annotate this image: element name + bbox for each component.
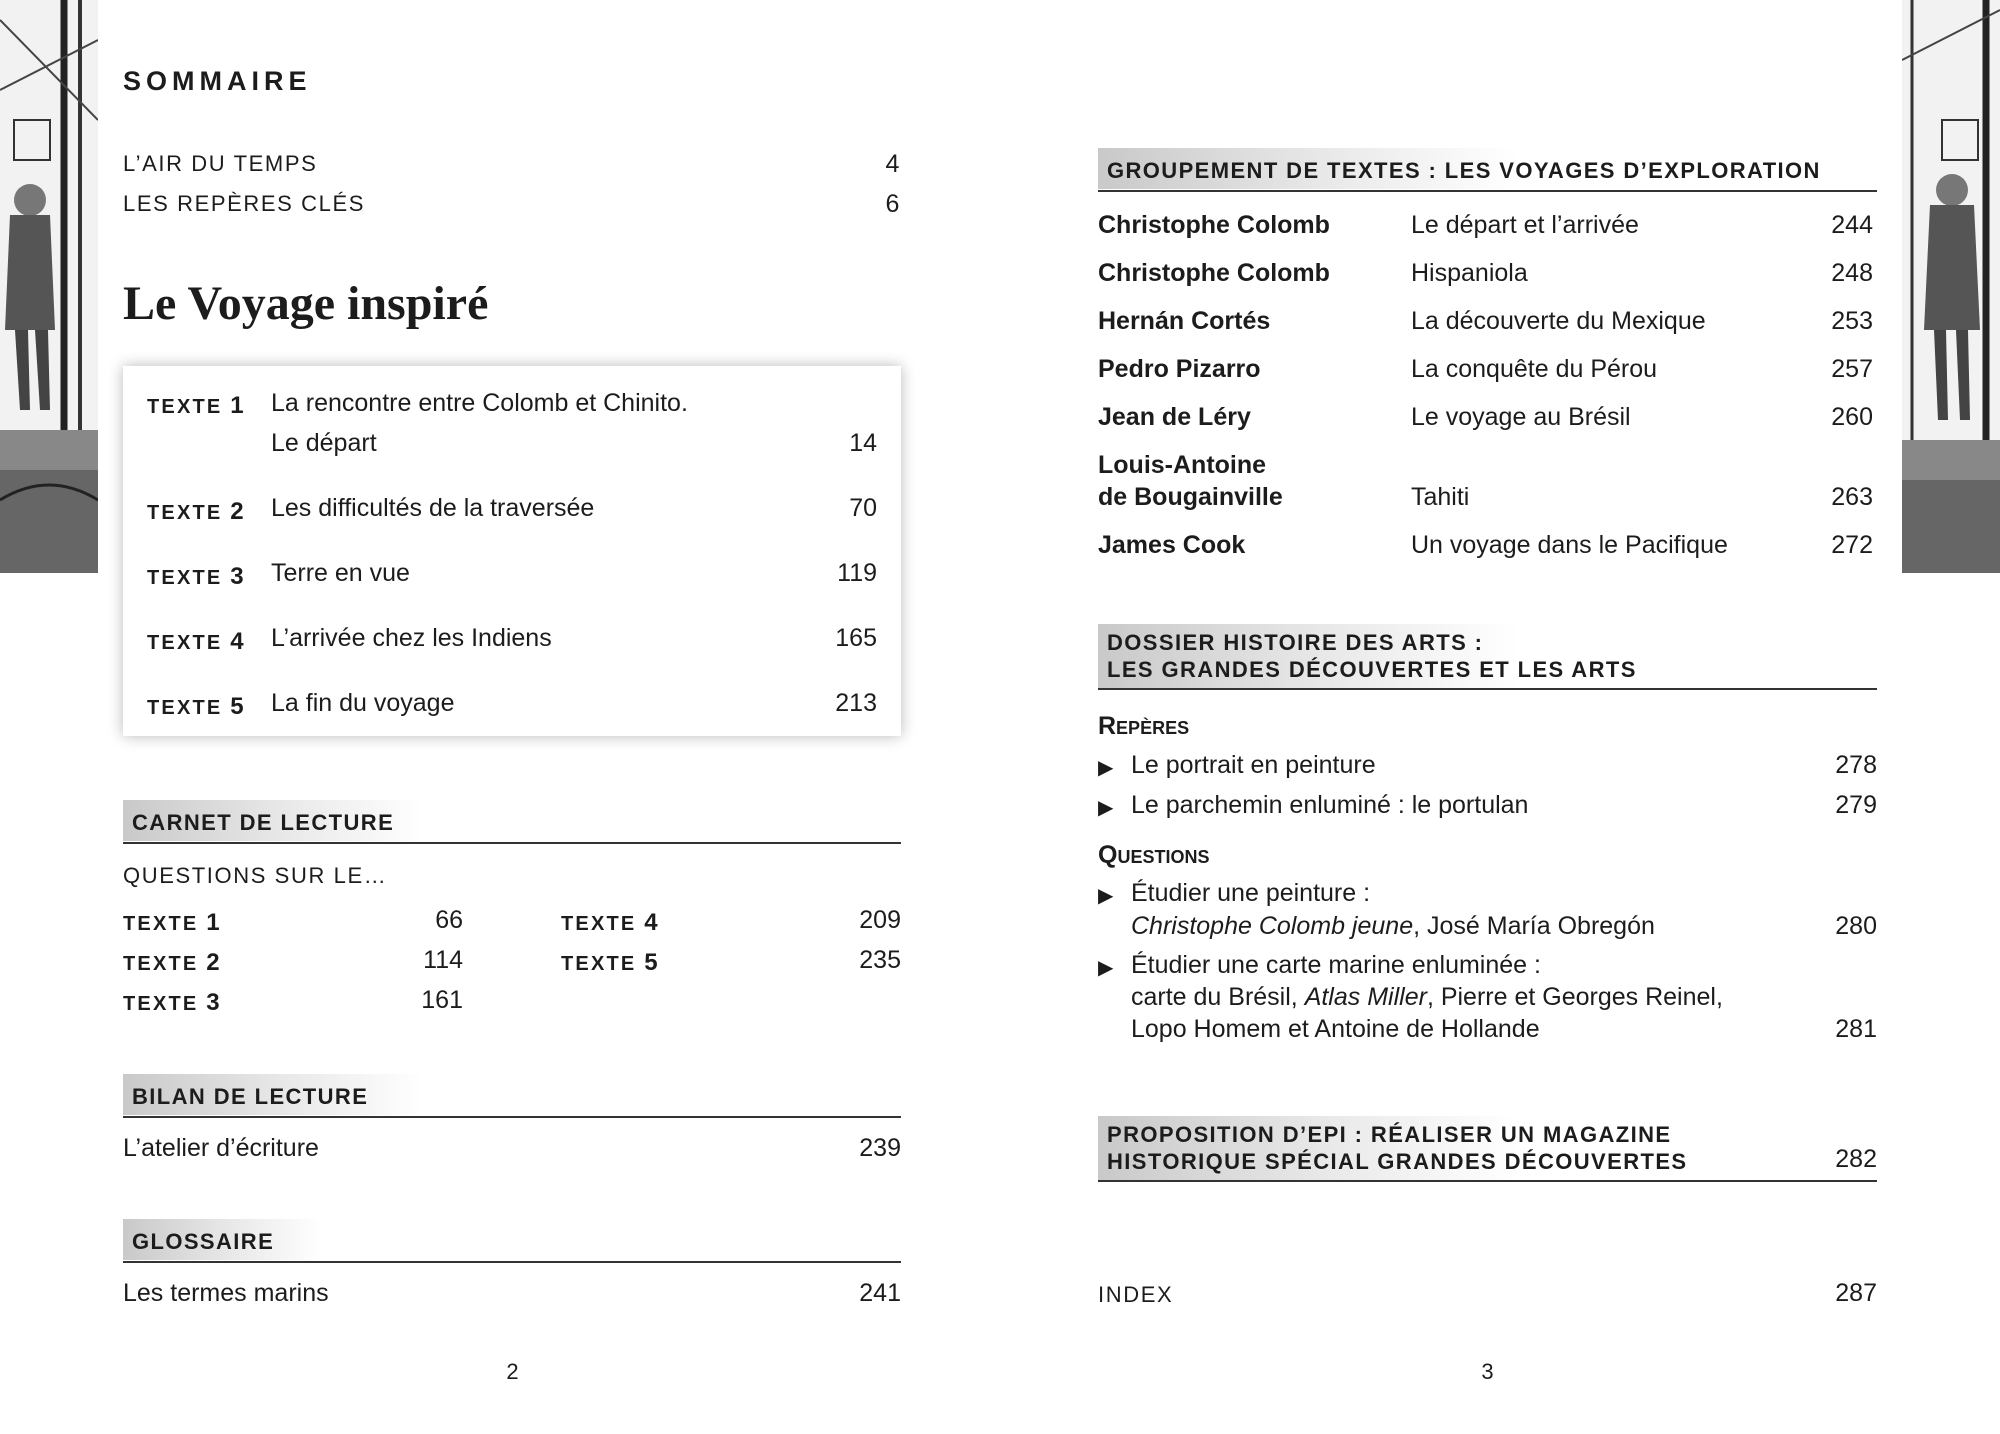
page-ref: 14: [849, 429, 877, 457]
toc-entry-texte-1-line2[interactable]: Le départ: [271, 429, 377, 457]
toc-entry-portrait[interactable]: Le portrait en peinture: [1131, 751, 1376, 779]
author-line2: de Bougainville: [1098, 483, 1283, 511]
page-ref: 248: [1831, 259, 1873, 287]
toc-entry-etudier-carte-line2: carte du Brésil, Atlas Miller, Pierre et Georges Reinel,: [1131, 983, 1723, 1011]
page-ref: 282: [1835, 1145, 1877, 1173]
section-heading[interactable]: PROPOSITION D’EPI : RÉALISER UN MAGAZINE: [1107, 1122, 1672, 1147]
triangle-bullet-icon: ▶: [1098, 757, 1114, 779]
toc-entry-texte-2[interactable]: Les difficultés de la traversée: [271, 494, 595, 522]
toc-entry-texte-4[interactable]: L’arrivée chez les Indiens: [271, 624, 552, 652]
subheading-reperes: Repères: [1098, 712, 1190, 740]
page-ref: 66: [435, 906, 463, 934]
page-ref: 281: [1835, 1015, 1877, 1043]
triangle-bullet-icon: ▶: [1098, 957, 1114, 979]
page-heading: SOMMAIRE: [123, 66, 312, 96]
toc-entry-etudier-peinture-line2: Christophe Colomb jeune, José María Obregón: [1131, 912, 1655, 940]
toc-entry-bresil[interactable]: Le voyage au Brésil: [1411, 403, 1631, 431]
texte-label: TEXTE 5: [147, 693, 246, 720]
section-heading-line2[interactable]: HISTORIQUE SPÉCIAL GRANDES DÉCOUVERTES: [1107, 1149, 1688, 1174]
triangle-bullet-icon: ▶: [1098, 797, 1114, 819]
page-ref: 279: [1835, 791, 1877, 819]
page-ref: 278: [1835, 751, 1877, 779]
page-ref: 209: [859, 906, 901, 934]
page-ref: 244: [1831, 211, 1873, 239]
toc-entry-depart-arrivee[interactable]: Le départ et l’arrivée: [1411, 211, 1639, 239]
carnet-texte-3[interactable]: TEXTE 3: [123, 989, 222, 1016]
author: Christophe Colomb: [1098, 259, 1330, 287]
author: Louis-Antoine: [1098, 451, 1267, 479]
page-ref: 6: [885, 190, 901, 218]
texte-label: TEXTE 2: [147, 498, 246, 525]
toc-entry-texte-5[interactable]: La fin du voyage: [271, 689, 455, 717]
page-ref: 70: [849, 494, 877, 522]
author: Hernán Cortés: [1098, 307, 1271, 335]
section-heading: CARNET DE LECTURE: [132, 810, 395, 835]
section-heading: GLOSSAIRE: [132, 1229, 275, 1254]
author: Christophe Colomb: [1098, 211, 1330, 239]
toc-entry-etudier-peinture[interactable]: Étudier une peinture :: [1131, 879, 1371, 907]
carnet-texte-1[interactable]: TEXTE 1: [123, 909, 222, 936]
section-heading: DOSSIER HISTOIRE DES ARTS :: [1107, 630, 1484, 655]
section-heading-line2: LES GRANDES DÉCOUVERTES ET LES ARTS: [1107, 657, 1637, 682]
triangle-bullet-icon: ▶: [1098, 885, 1114, 907]
section-carnet-de-lecture: [123, 800, 901, 844]
page-number: 3: [1481, 1359, 1494, 1384]
toc-entry-pacifique[interactable]: Un voyage dans le Pacifique: [1411, 531, 1728, 559]
section-proposition-epi: [1098, 1116, 1877, 1182]
page-ref: 114: [423, 946, 463, 974]
toc-entry-texte-3[interactable]: Terre en vue: [271, 559, 410, 587]
page-ref: 161: [421, 986, 463, 1014]
toc-entry-atelier-ecriture[interactable]: L’atelier d’écriture: [123, 1134, 319, 1162]
page-ref: 235: [859, 946, 901, 974]
section-bilan-de-lecture: [123, 1074, 901, 1118]
page-ref: 165: [835, 624, 877, 652]
toc-entry-termes-marins[interactable]: Les termes marins: [123, 1279, 329, 1307]
author: Jean de Léry: [1098, 403, 1251, 431]
page-number: 2: [506, 1359, 519, 1384]
toc-entry-etudier-carte[interactable]: Étudier une carte marine enluminée :: [1131, 951, 1541, 979]
page-ref: 241: [859, 1279, 901, 1307]
section-glossaire: [123, 1219, 901, 1263]
toc-entry-portulan[interactable]: Le parchemin enluminé : le portulan: [1131, 791, 1529, 819]
carnet-texte-5[interactable]: TEXTE 5: [561, 949, 660, 976]
texte-label: TEXTE 1: [147, 392, 246, 419]
page-ref: 263: [1831, 483, 1873, 511]
toc-entry-mexique[interactable]: La découverte du Mexique: [1411, 307, 1706, 335]
page-ref: 4: [885, 150, 901, 178]
page-ref: 287: [1835, 1279, 1877, 1307]
toc-entry-perou[interactable]: La conquête du Pérou: [1411, 355, 1658, 383]
section-heading: GROUPEMENT DE TEXTES : LES VOYAGES D’EXPLORATION: [1107, 158, 1821, 183]
carnet-subheading: QUESTIONS SUR LE…: [123, 863, 388, 888]
page-ref: 280: [1835, 912, 1877, 940]
page-ref: 213: [835, 689, 877, 717]
page-ref: 272: [1831, 531, 1873, 559]
subheading-questions: Questions: [1098, 841, 1210, 869]
page-ref: 239: [859, 1134, 901, 1162]
toc-entry-hispaniola[interactable]: Hispaniola: [1411, 259, 1528, 287]
section-groupement-de-textes: [1098, 148, 1877, 192]
toc-entry-tahiti[interactable]: Tahiti: [1411, 483, 1470, 511]
toc-entry-index[interactable]: INDEX: [1098, 1282, 1174, 1307]
section-dossier-histoire-des-arts: [1098, 624, 1877, 690]
texte-label: TEXTE 4: [147, 628, 246, 655]
carnet-texte-2[interactable]: TEXTE 2: [123, 949, 222, 976]
page-ref: 257: [1831, 355, 1873, 383]
toc-entry-air-du-temps[interactable]: L’AIR DU TEMPS: [123, 151, 318, 176]
toc-entry-etudier-carte-line3: Lopo Homem et Antoine de Hollande: [1131, 1015, 1540, 1043]
engraving-right-illustration: [1902, 0, 2000, 573]
toc-entry-texte-1[interactable]: La rencontre entre Colomb et Chinito.: [271, 389, 688, 417]
toc-entry-reperes-cles[interactable]: LES REPÈRES CLÉS: [123, 191, 366, 216]
work-title: Le Voyage inspiré: [123, 277, 489, 330]
texts-box: [123, 366, 901, 736]
engraving-left-illustration: [0, 0, 98, 573]
author: Pedro Pizarro: [1098, 355, 1261, 383]
page-ref: 119: [837, 559, 877, 587]
section-heading: BILAN DE LECTURE: [132, 1084, 369, 1109]
page-ref: 253: [1831, 307, 1873, 335]
texte-label: TEXTE 3: [147, 563, 246, 590]
carnet-texte-4[interactable]: TEXTE 4: [561, 909, 660, 936]
page-ref: 260: [1831, 403, 1873, 431]
author: James Cook: [1098, 531, 1246, 559]
